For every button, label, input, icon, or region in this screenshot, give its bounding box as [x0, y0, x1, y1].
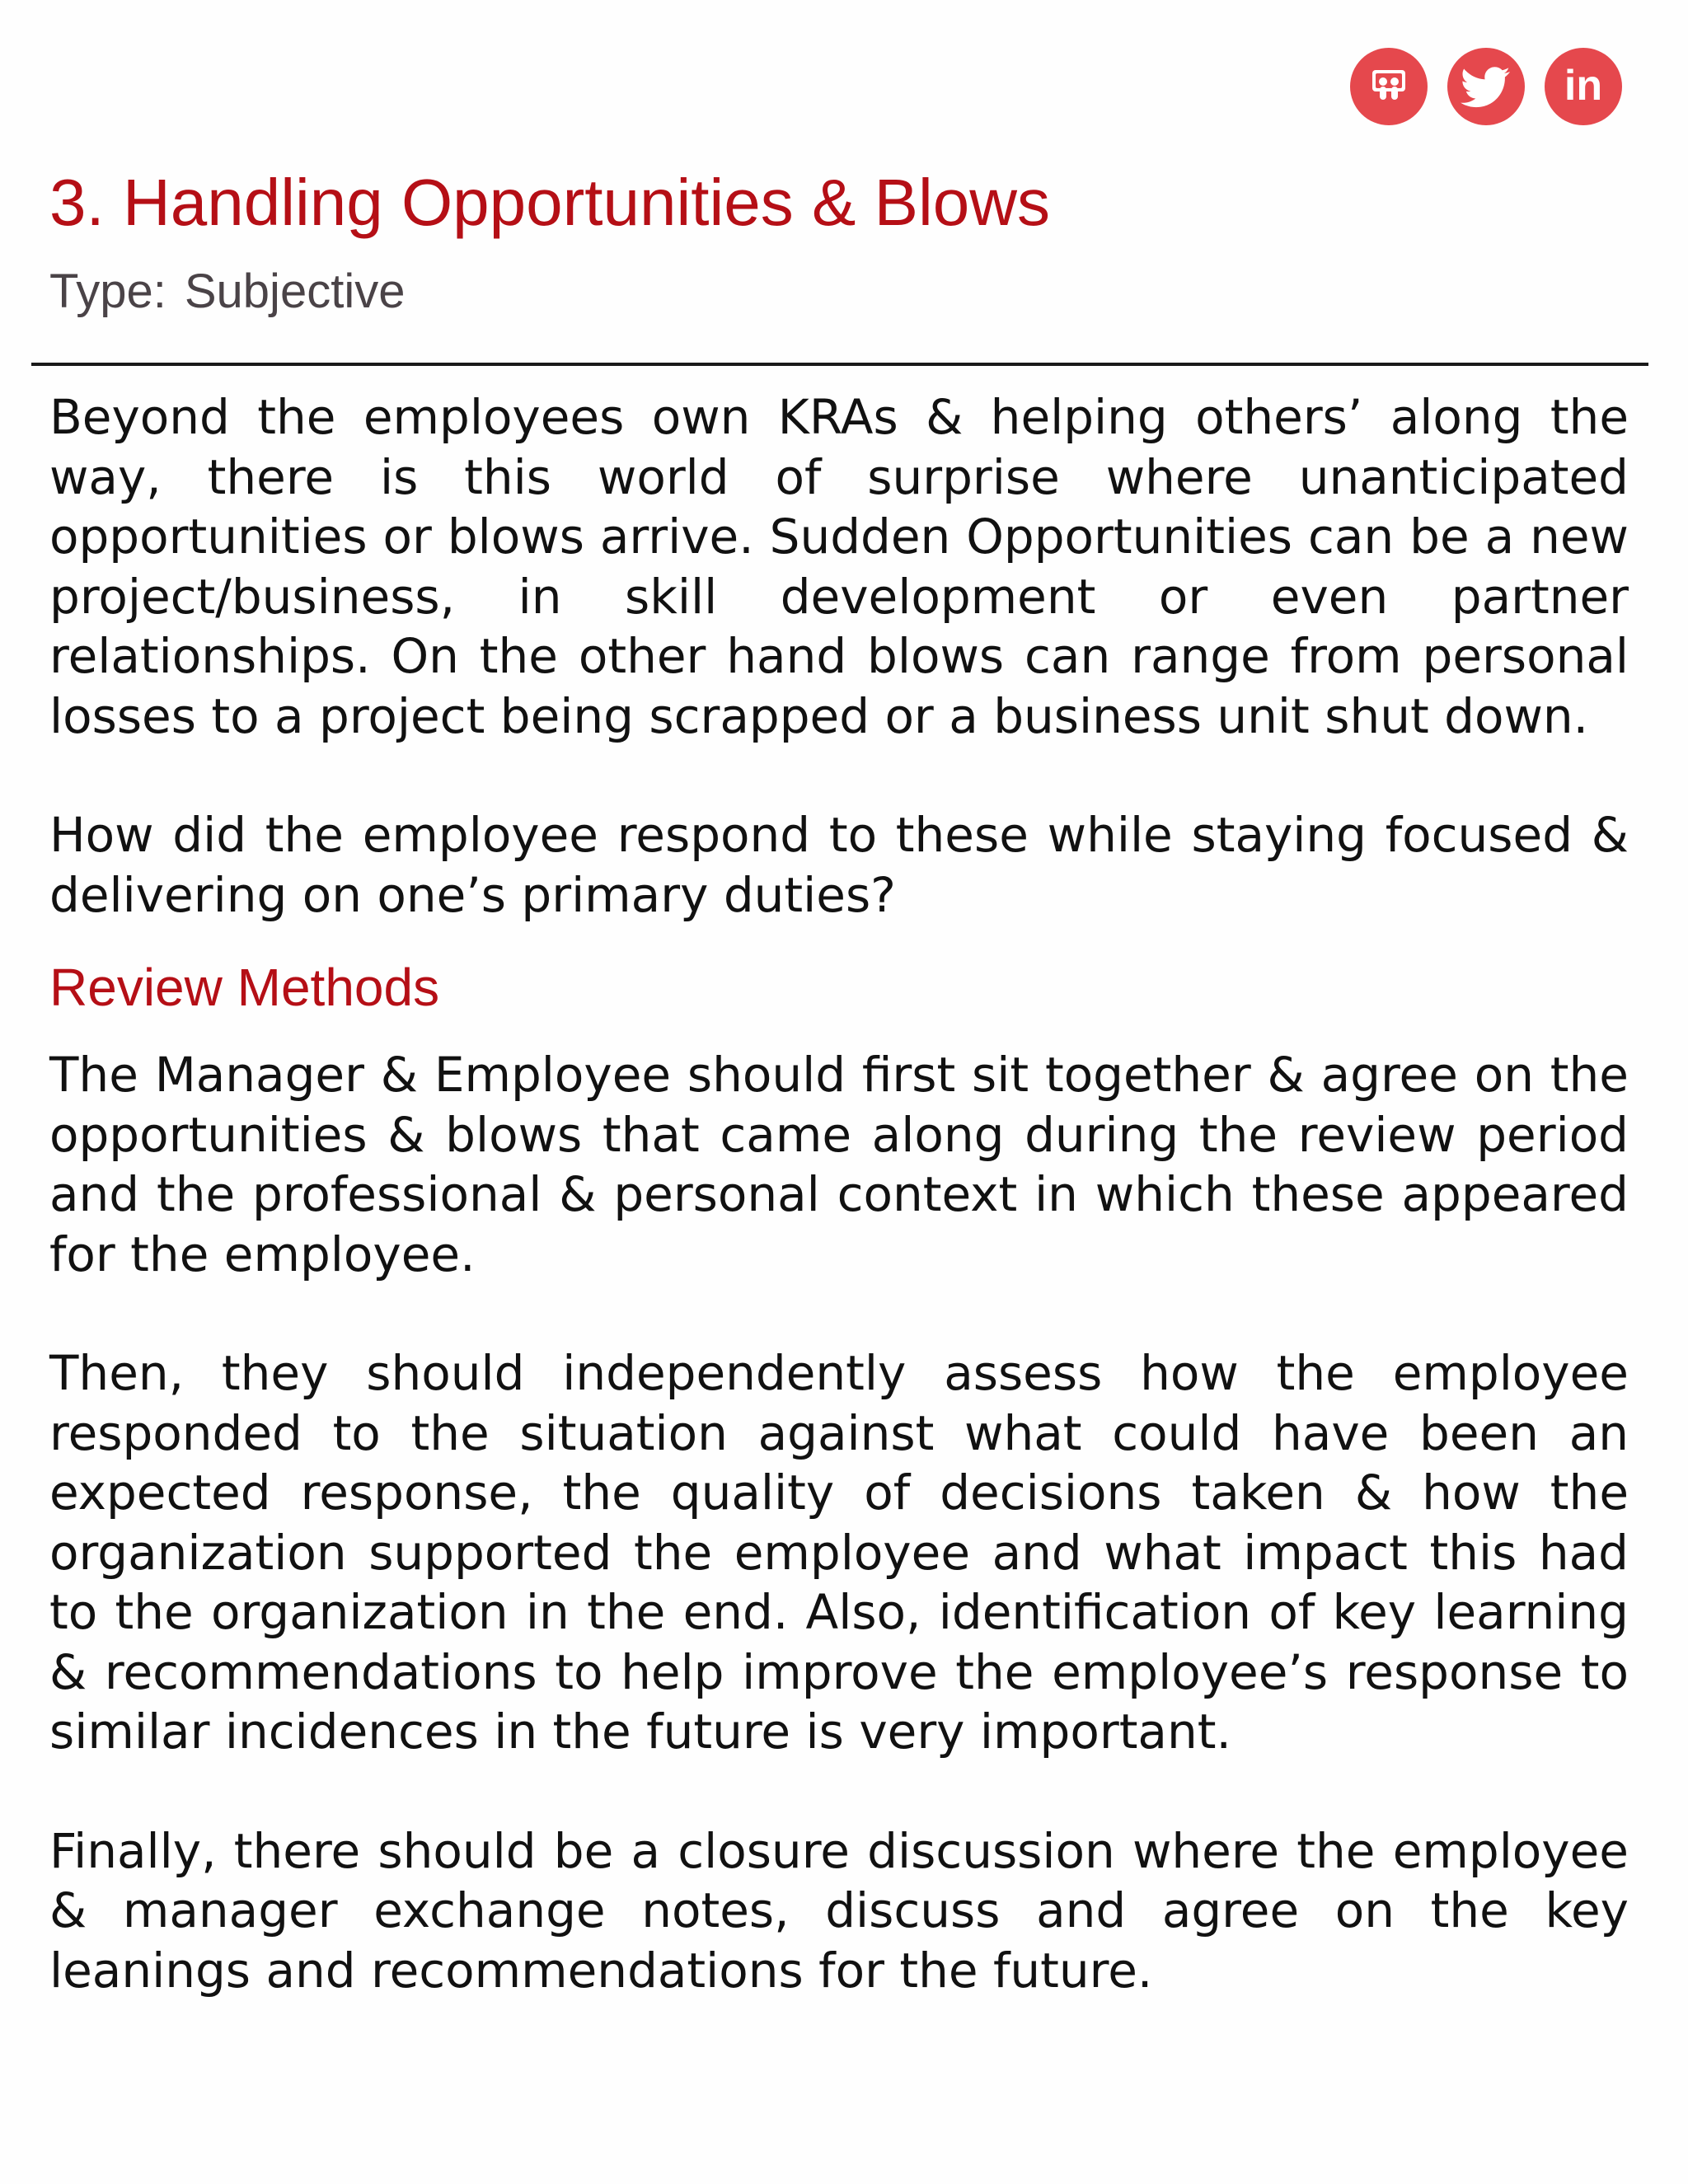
linkedin-icon[interactable] — [1545, 48, 1622, 125]
slideshare-icon[interactable] — [1350, 48, 1428, 125]
question-type — [49, 262, 405, 321]
content-body — [49, 387, 1629, 2000]
type-value: Subjective — [184, 265, 406, 318]
linkedin-glyph: in — [1564, 62, 1603, 110]
social-links — [1350, 48, 1622, 125]
type-label: Type: — [49, 265, 166, 318]
review-paragraph-1: The Manager & Employee should first sit together & agree on the opportunities & blows that came along during the review period and the professional & personal context in which these appeared for the employee. — [49, 1047, 1629, 1282]
review-paragraph-2: Then, they should independently assess how the employee responded to the situation against what could have been an expected response, the quality of decisions taken & how the organization supported the employee and what impact this had to the organization in the end. Also, identification of key learning & recommendations to help improve the employee’s response to similar incidences in the future is very important. — [49, 1345, 1629, 1760]
twitter-icon[interactable] — [1447, 48, 1525, 125]
review-paragraph-3: Finally, there should be a closure discussion where the employee & manager exchange notes, discuss and agree on the key leanings and recommendations for the future. — [49, 1822, 1629, 1999]
section-divider — [31, 363, 1648, 366]
review-methods-heading: Review Methods — [49, 958, 440, 1017]
description-paragraph-1: Beyond the employees own KRAs & helping others’ along the way, there is this world of surprise where unanticipated opportunities or blows arrive. Sudden Opportunities can be a new project/business, in skill development or even partner relationships. On the other hand blows can range from personal losses to a project being scrapped or a business unit shut down. — [49, 389, 1629, 744]
description-paragraph-2: How did the employee respond to these while staying focused & delivering on one’s primary duties? — [49, 807, 1629, 923]
page-title: 3. Handling Opportunities & Blows — [49, 166, 1050, 239]
